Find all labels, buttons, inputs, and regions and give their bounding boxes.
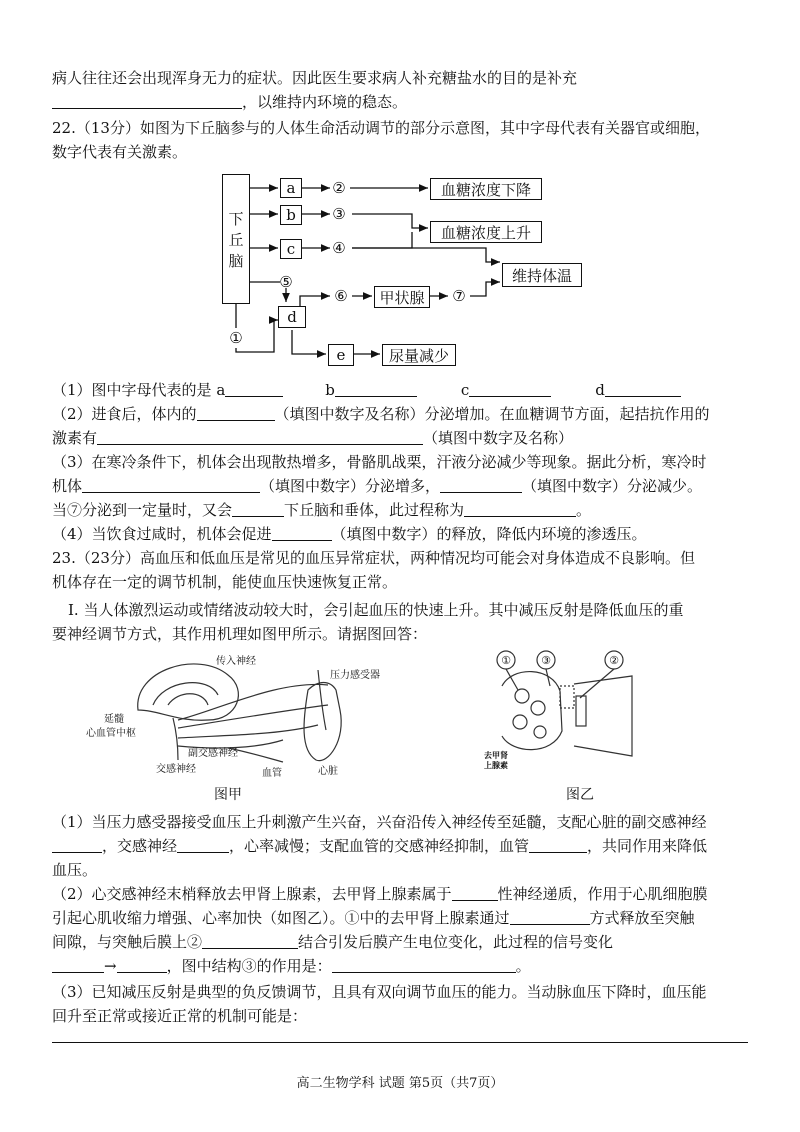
blank[interactable]	[464, 500, 576, 517]
blood-sugar-increase: 血糖浓度上升	[430, 221, 542, 243]
marker-1: ①	[501, 654, 511, 667]
organ-e: e	[328, 344, 354, 366]
blank[interactable]	[272, 524, 332, 541]
baroreceptor-label: 压力感受器	[330, 670, 380, 681]
hypothalamus-box: 下 丘 脑	[222, 174, 250, 304]
blank[interactable]	[202, 932, 298, 949]
organ-b: b	[280, 205, 302, 225]
hypothalamus-diagram	[0, 0, 800, 380]
blank[interactable]	[177, 836, 229, 853]
blank[interactable]	[52, 956, 104, 973]
q23-part-2c: 间隙，与突触后膜上② 结合引发后膜产生电位变化，此过程的信号变化	[52, 933, 614, 951]
blank[interactable]	[97, 428, 423, 445]
figure-yi-caption: 图乙	[566, 787, 594, 803]
parasympathetic-label: 副交感神经	[188, 748, 238, 759]
blood-sugar-decrease: 血糖浓度下降	[430, 178, 542, 200]
heart-label: 心脏	[318, 766, 338, 777]
q23-part-2: （2）心交感神经末梢释放去甲肾上腺素，去甲肾上腺素属于 性神经递质，作用于心肌细胞膜	[52, 885, 708, 903]
q23-intro-1: I. 当人体激烈运动或情绪波动较大时，会引起血压的快速上升。其中减压反射是降低血压的重	[68, 601, 684, 619]
answer-line[interactable]	[52, 1042, 748, 1043]
blank[interactable]	[510, 908, 590, 925]
intro-line-1: 病人往往还会出现浑身无力的症状。因此医生要求病人补充糖盐水的目的是补充	[52, 69, 578, 87]
q23-part-1b: ，交感神经 ，心率减慢；支配血管的交感神经抑制，血管 ，共同作用来降低	[52, 836, 707, 856]
figure-yi-synapse	[482, 646, 642, 776]
figure-jia-caption: 图甲	[214, 787, 242, 803]
hormone-1: ①	[229, 329, 243, 347]
blank[interactable]	[232, 500, 284, 517]
blank[interactable]	[440, 476, 522, 493]
q22-title-2: 数字代表有关激素。	[52, 143, 188, 161]
q23-part-2b: 引起心肌收缩力增强、心率加快（如图乙）。①中的去甲肾上腺素通过 方式释放至突触	[52, 909, 695, 927]
norepinephrine-label-2: 上腺素	[484, 761, 508, 770]
organ-a: a	[280, 178, 302, 198]
q22-part-1: （1）图中字母代表的是 a b c d	[52, 380, 681, 400]
q23-title-2: 机体存在一定的调节机制，能使血压快速恢复正常。	[52, 573, 398, 591]
hormone-3: ③	[332, 205, 346, 223]
q22-part-2: （2）进食后，体内的 （填图中数字及名称）分泌增加。在血糖调节方面，起拮抗作用的	[52, 405, 710, 423]
blank-d[interactable]	[605, 380, 681, 397]
marker-3: ③	[541, 654, 551, 667]
cardio-center-label: 心血管中枢	[86, 728, 136, 739]
q22-part-2b: 激素有 （填图中数字及名称）	[52, 429, 574, 447]
hormone-6: ⑥	[334, 287, 348, 305]
blank[interactable]	[332, 956, 516, 973]
q22-title: 22.（13分）如图为下丘脑参与的人体生命活动调节的部分示意图，其中字母代表有关器官或细胞，	[52, 119, 710, 137]
q22-part-3: （3）在寒冷条件下，机体会出现散热增多，骨骼肌战栗，汗液分泌减少等现象。据此分析，寒冷时	[52, 453, 707, 471]
medulla-label: 延髓	[104, 714, 124, 725]
figure-jia-reflex	[78, 650, 398, 780]
hormone-4: ④	[332, 239, 346, 257]
q22-part-4: （4）当饮食过咸时，机体会促进 （填图中数字）的释放，降低内环境的渗透压。	[52, 525, 647, 543]
hormone-7: ⑦	[452, 287, 466, 305]
page-footer: 高二生物学科 试题 第5页（共7页）	[296, 1076, 504, 1091]
blank-b[interactable]	[335, 380, 417, 397]
intro-line-2: ，以维持内环境的稳态。	[52, 92, 407, 112]
q23-part-2d: → ，图中结构③的作用是： 。	[52, 956, 531, 976]
vessel-label: 血管	[262, 768, 282, 779]
blank[interactable]	[197, 404, 275, 421]
q22-part-3b: 机体 （填图中数字）分泌增多， （填图中数字）分泌减少。	[52, 477, 703, 495]
blank-c[interactable]	[469, 380, 551, 397]
norepinephrine-label-1: 去甲肾	[484, 751, 508, 760]
q23-part-3b: 回升至正常或接近正常的机制可能是：	[52, 1007, 308, 1025]
blank-a[interactable]	[225, 380, 283, 397]
urine-decrease: 尿量减少	[382, 344, 456, 366]
organ-c: c	[280, 239, 302, 259]
q23-part-3: （3）已知减压反射是典型的负反馈调节，且具有双向调节血压的能力。当动脉血压下降时，血压能	[52, 983, 707, 1001]
hormone-5: ⑤	[279, 273, 293, 291]
hormone-2: ②	[332, 179, 346, 197]
thyroid-box: 甲状腺	[374, 286, 430, 308]
blank[interactable]	[117, 956, 167, 973]
afferent-nerve-label: 传入神经	[216, 656, 256, 667]
q23-intro-2: 要神经调节方式，其作用机理如图甲所示。请据图回答：	[52, 625, 428, 643]
blank[interactable]	[529, 836, 587, 853]
q23-part-1c: 血压。	[52, 861, 98, 879]
q22-part-3c: 当⑦分泌到一定量时，又会 下丘脑和垂体，此过程称为 。	[52, 501, 592, 519]
maintain-temperature: 维持体温	[502, 263, 582, 287]
marker-2: ②	[609, 654, 619, 667]
sympathetic-label: 交感神经	[156, 764, 196, 775]
q23-title: 23.（23分）高血压和低血压是常见的血压异常症状，两种情况均可能会对身体造成不良影响。但	[52, 549, 695, 567]
blank[interactable]	[82, 476, 260, 493]
blank[interactable]	[52, 836, 102, 853]
q23-part-1: （1）当压力感受器接受血压上升刺激产生兴奋，兴奋沿传入神经传至延髓，支配心脏的副交感神经	[52, 813, 707, 831]
blank[interactable]	[452, 884, 498, 901]
organ-d: d	[278, 306, 306, 328]
